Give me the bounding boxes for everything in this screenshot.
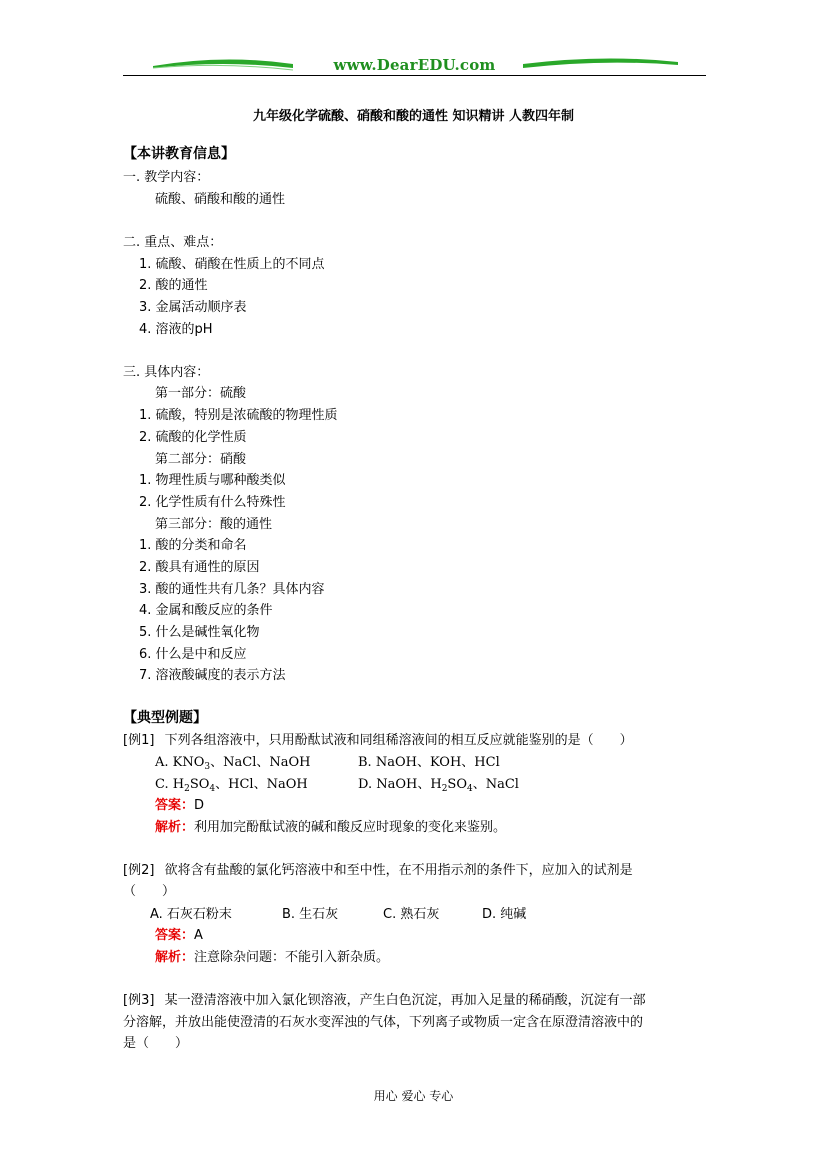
example2-analysis: [155, 950, 389, 966]
example2-option-d: D. 纯碱: [482, 907, 527, 922]
example2-option-c: C. 熟石灰: [383, 907, 440, 922]
examples-heading: 【典型例题】: [123, 710, 207, 726]
answer-label: 答案：: [155, 798, 195, 813]
part3-heading: 第三部分：酸的通性: [155, 517, 273, 532]
example2-question-line2: （ ）: [123, 884, 176, 899]
answer-value: A: [194, 928, 203, 943]
section2-heading: 二. 重点、难点：: [123, 235, 223, 250]
answer-label: 答案：: [155, 928, 195, 943]
example2-tag: [例2]: [123, 863, 155, 878]
analysis-text: 注意除杂问题：不能引入新杂质。: [194, 950, 390, 965]
example1-tag: [例1]: [123, 733, 155, 748]
part3-item: 3. 酸的通性共有几条？具体内容: [139, 582, 325, 597]
analysis-label: 解析：: [155, 820, 195, 835]
example2-option-b: B. 生石灰: [282, 907, 339, 922]
analysis-text: 利用加完酚酞试液的碱和酸反应时现象的变化来鉴别。: [194, 820, 507, 835]
section2-item: 4. 溶液的pH: [139, 322, 213, 337]
section1-heading: 一. 教学内容：: [123, 170, 210, 185]
answer-value: D: [194, 798, 205, 813]
part2-item: 2. 化学性质有什么特殊性: [139, 495, 286, 510]
part3-item: 5. 什么是碱性氧化物: [139, 625, 260, 640]
section2-item: 2. 酸的通性: [139, 278, 208, 293]
section3-heading: 三. 具体内容：: [123, 365, 210, 380]
part2-heading: 第二部分：硝酸: [155, 452, 247, 467]
part3-item: 7. 溶液酸碱度的表示方法: [139, 668, 286, 683]
example1-option-b: B. NaOH、KOH、HCl: [358, 755, 500, 770]
page-footer: 用心 爱心 专心: [373, 1089, 454, 1103]
example3-tag: [例3]: [123, 993, 155, 1008]
part3-item: 6. 什么是中和反应: [139, 647, 247, 662]
example3-line1: [例3] 某一澄清溶液中加入氯化钡溶液，产生白色沉淀，再加入足量的稀硝酸，沉淀有一部: [123, 993, 646, 1008]
example1-option-a: A. $KNO_3$、NaCl、NaOH: [155, 755, 311, 772]
example1-option-c: C. $H_2SO_4$、HCl、NaOH: [155, 777, 308, 794]
part3-item: 1. 酸的分类和命名: [139, 538, 247, 553]
part1-item: 1. 硫酸，特别是浓硫酸的物理性质: [139, 408, 338, 423]
example3-line2: 分溶解，并放出能使澄清的石灰水变浑浊的气体，下列离子或物质一定含在原澄清溶液中的: [123, 1015, 644, 1030]
part1-item: 2. 硫酸的化学性质: [139, 430, 247, 445]
site-name: www.DearEDU.com: [333, 56, 496, 74]
analysis-label: 解析：: [155, 950, 195, 965]
example3-line3: 是（ ）: [123, 1036, 189, 1051]
example1-analysis: [155, 820, 506, 836]
example2-option-a: A. 石灰石粉末: [150, 907, 232, 922]
section2-item: 1. 硫酸、硝酸在性质上的不同点: [139, 257, 325, 272]
example2-question-line1: [例2] 欲将含有盐酸的氯化钙溶液中和至中性，在不用指示剂的条件下，应加入的试剂是: [123, 863, 633, 878]
section1-content: 硫酸、硝酸和酸的通性: [155, 192, 286, 207]
example1-answer: [155, 798, 204, 814]
part2-item: 1. 物理性质与哪种酸类似: [139, 473, 286, 488]
part3-item: 2. 酸具有通性的原因: [139, 560, 260, 575]
example1-question: [123, 733, 633, 749]
info-heading: 【本讲教育信息】: [123, 146, 235, 162]
example1-option-d: D. NaOH、$H_2SO_4$、NaCl: [358, 777, 519, 794]
example1-question-text: 下列各组溶液中，只用酚酞试液和同组稀溶液间的相互反应就能鉴别的是（ ）: [164, 733, 633, 748]
part3-item: 4. 金属和酸反应的条件: [139, 603, 273, 618]
example2-answer: [155, 928, 203, 944]
page-title: 九年级化学硫酸、硝酸和酸的通性 知识精讲 人教四年制: [252, 109, 575, 124]
header-rule: [123, 75, 706, 76]
section2-item: 3. 金属活动顺序表: [139, 300, 247, 315]
part1-heading: 第一部分：硫酸: [155, 386, 247, 401]
